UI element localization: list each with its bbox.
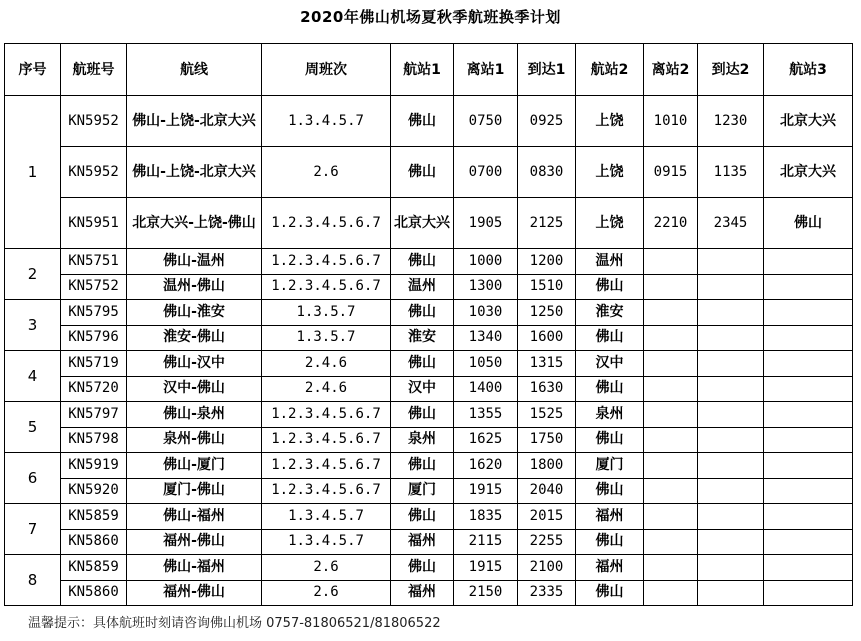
table-row (5, 376, 853, 402)
flight-number-cell: KN5859 (61, 555, 127, 581)
station2-cell: 佛山 (576, 427, 644, 453)
station3-cell (764, 274, 853, 300)
seq-cell: 4 (5, 351, 61, 402)
departure2-cell (644, 300, 698, 326)
route-cell: 佛山-福州 (127, 555, 262, 581)
departure2-cell (644, 504, 698, 530)
route-cell: 泉州-佛山 (127, 427, 262, 453)
route-cell: 佛山-汉中 (127, 351, 262, 377)
arrival2-cell (698, 376, 764, 402)
weekly-days-cell: 2.4.6 (262, 376, 391, 402)
weekly-days-cell: 1.2.3.4.5.6.7 (262, 198, 391, 249)
arrival2-cell: 1135 (698, 147, 764, 198)
departure2-cell (644, 325, 698, 351)
arrival2-cell (698, 274, 764, 300)
departure1-cell: 2150 (454, 580, 518, 606)
route-cell: 北京大兴-上饶-佛山 (127, 198, 262, 249)
departure1-cell: 1400 (454, 376, 518, 402)
station1-cell: 佛山 (391, 249, 454, 275)
header-row (5, 44, 853, 96)
arrival1-cell: 2040 (518, 478, 576, 504)
arrival1-cell: 2255 (518, 529, 576, 555)
arrival1-cell: 0925 (518, 96, 576, 147)
seq-cell: 3 (5, 300, 61, 351)
flight-number-cell: KN5919 (61, 453, 127, 479)
table-row (5, 478, 853, 504)
flight-number-cell: KN5798 (61, 427, 127, 453)
arrival2-cell (698, 504, 764, 530)
station3-cell (764, 351, 853, 377)
station1-cell: 佛山 (391, 147, 454, 198)
departure2-cell (644, 376, 698, 402)
station3-cell (764, 555, 853, 581)
table-row (5, 351, 853, 377)
departure1-cell: 1915 (454, 555, 518, 581)
flight-number-cell: KN5720 (61, 376, 127, 402)
route-cell: 福州-佛山 (127, 580, 262, 606)
route-cell: 淮安-佛山 (127, 325, 262, 351)
departure1-cell: 1000 (454, 249, 518, 275)
flight-number-cell: KN5952 (61, 96, 127, 147)
arrival1-cell: 1750 (518, 427, 576, 453)
route-cell: 佛山-温州 (127, 249, 262, 275)
table-row (5, 529, 853, 555)
header-arr2: 到达2 (698, 44, 764, 96)
station2-cell: 佛山 (576, 325, 644, 351)
weekly-days-cell: 1.2.3.4.5.6.7 (262, 402, 391, 428)
departure1-cell: 2115 (454, 529, 518, 555)
departure2-cell (644, 555, 698, 581)
departure1-cell: 1050 (454, 351, 518, 377)
table-row (5, 580, 853, 606)
departure1-cell: 1835 (454, 504, 518, 530)
station3-cell: 北京大兴 (764, 147, 853, 198)
station2-cell: 上饶 (576, 147, 644, 198)
departure2-cell: 0915 (644, 147, 698, 198)
arrival1-cell: 2100 (518, 555, 576, 581)
station2-cell: 佛山 (576, 478, 644, 504)
departure2-cell (644, 453, 698, 479)
station3-cell (764, 300, 853, 326)
station1-cell: 福州 (391, 529, 454, 555)
route-cell: 佛山-泉州 (127, 402, 262, 428)
table-row (5, 300, 853, 326)
arrival2-cell (698, 529, 764, 555)
flight-number-cell: KN5952 (61, 147, 127, 198)
arrival2-cell (698, 249, 764, 275)
weekly-days-cell: 1.3.5.7 (262, 325, 391, 351)
flight-number-cell: KN5920 (61, 478, 127, 504)
header-route: 航线 (127, 44, 262, 96)
departure1-cell: 0750 (454, 96, 518, 147)
seq-cell: 7 (5, 504, 61, 555)
route-cell: 佛山-淮安 (127, 300, 262, 326)
table-row (5, 427, 853, 453)
station3-cell (764, 453, 853, 479)
station2-cell: 泉州 (576, 402, 644, 428)
arrival2-cell (698, 555, 764, 581)
arrival2-cell (698, 427, 764, 453)
table-row (5, 147, 853, 198)
arrival1-cell: 1200 (518, 249, 576, 275)
table-row (5, 504, 853, 530)
arrival2-cell (698, 478, 764, 504)
weekly-days-cell: 1.3.4.5.7 (262, 529, 391, 555)
schedule-body (5, 96, 853, 606)
departure1-cell: 1300 (454, 274, 518, 300)
route-cell: 佛山-上饶-北京大兴 (127, 147, 262, 198)
arrival2-cell (698, 300, 764, 326)
arrival1-cell: 1250 (518, 300, 576, 326)
station2-cell: 佛山 (576, 529, 644, 555)
arrival1-cell: 2335 (518, 580, 576, 606)
header-days: 周班次 (262, 44, 391, 96)
station3-cell (764, 249, 853, 275)
arrival2-cell: 1230 (698, 96, 764, 147)
departure2-cell: 2210 (644, 198, 698, 249)
header-station3: 航站3 (764, 44, 853, 96)
station2-cell: 福州 (576, 504, 644, 530)
weekly-days-cell: 1.3.4.5.7 (262, 504, 391, 530)
departure2-cell (644, 529, 698, 555)
weekly-days-cell: 1.2.3.4.5.6.7 (262, 249, 391, 275)
departure2-cell (644, 274, 698, 300)
weekly-days-cell: 2.6 (262, 147, 391, 198)
table-row (5, 249, 853, 275)
table-row (5, 96, 853, 147)
weekly-days-cell: 2.6 (262, 580, 391, 606)
departure1-cell: 1905 (454, 198, 518, 249)
weekly-days-cell: 1.2.3.4.5.6.7 (262, 427, 391, 453)
station3-cell (764, 529, 853, 555)
header-arr1: 到达1 (518, 44, 576, 96)
station1-cell: 佛山 (391, 504, 454, 530)
flight-schedule-table (4, 43, 853, 606)
station3-cell (764, 580, 853, 606)
weekly-days-cell: 2.4.6 (262, 351, 391, 377)
station2-cell: 上饶 (576, 198, 644, 249)
header-flight: 航班号 (61, 44, 127, 96)
route-cell: 佛山-上饶-北京大兴 (127, 96, 262, 147)
flight-number-cell: KN5795 (61, 300, 127, 326)
flight-number-cell: KN5860 (61, 529, 127, 555)
arrival1-cell: 1630 (518, 376, 576, 402)
station2-cell: 淮安 (576, 300, 644, 326)
station2-cell: 上饶 (576, 96, 644, 147)
header-seq: 序号 (5, 44, 61, 96)
seq-cell: 2 (5, 249, 61, 300)
flight-number-cell: KN5719 (61, 351, 127, 377)
station1-cell: 厦门 (391, 478, 454, 504)
departure2-cell (644, 351, 698, 377)
station3-cell (764, 376, 853, 402)
arrival1-cell: 2125 (518, 198, 576, 249)
route-cell: 福州-佛山 (127, 529, 262, 555)
station3-cell: 北京大兴 (764, 96, 853, 147)
table-row (5, 325, 853, 351)
arrival2-cell (698, 453, 764, 479)
station3-cell (764, 402, 853, 428)
station3-cell: 佛山 (764, 198, 853, 249)
station3-cell (764, 478, 853, 504)
station1-cell: 佛山 (391, 351, 454, 377)
departure1-cell: 1620 (454, 453, 518, 479)
route-cell: 佛山-厦门 (127, 453, 262, 479)
arrival1-cell: 1600 (518, 325, 576, 351)
route-cell: 汉中-佛山 (127, 376, 262, 402)
station1-cell: 佛山 (391, 402, 454, 428)
header-dep2: 离站2 (644, 44, 698, 96)
route-cell: 温州-佛山 (127, 274, 262, 300)
weekly-days-cell: 1.2.3.4.5.6.7 (262, 274, 391, 300)
station3-cell (764, 427, 853, 453)
station2-cell: 佛山 (576, 274, 644, 300)
header-station1: 航站1 (391, 44, 454, 96)
departure2-cell (644, 478, 698, 504)
station1-cell: 佛山 (391, 453, 454, 479)
station2-cell: 汉中 (576, 351, 644, 377)
departure1-cell: 1030 (454, 300, 518, 326)
table-row (5, 555, 853, 581)
station2-cell: 福州 (576, 555, 644, 581)
flight-number-cell: KN5951 (61, 198, 127, 249)
table-row (5, 198, 853, 249)
station1-cell: 福州 (391, 580, 454, 606)
arrival1-cell: 0830 (518, 147, 576, 198)
arrival1-cell: 1800 (518, 453, 576, 479)
arrival1-cell: 1510 (518, 274, 576, 300)
station2-cell: 厦门 (576, 453, 644, 479)
departure2-cell: 1010 (644, 96, 698, 147)
station2-cell: 佛山 (576, 580, 644, 606)
route-cell: 厦门-佛山 (127, 478, 262, 504)
station2-cell: 佛山 (576, 376, 644, 402)
page-title: 2020年佛山机场夏秋季航班换季计划 (300, 8, 561, 26)
station3-cell (764, 325, 853, 351)
flight-number-cell: KN5796 (61, 325, 127, 351)
weekly-days-cell: 1.3.5.7 (262, 300, 391, 326)
station1-cell: 北京大兴 (391, 198, 454, 249)
weekly-days-cell: 1.2.3.4.5.6.7 (262, 478, 391, 504)
departure1-cell: 1355 (454, 402, 518, 428)
header-dep1: 离站1 (454, 44, 518, 96)
footer-note: 温馨提示：具体航班时刻请咨询佛山机场 0757-81806521/81806522 (28, 616, 441, 631)
departure1-cell: 1915 (454, 478, 518, 504)
weekly-days-cell: 1.2.3.4.5.6.7 (262, 453, 391, 479)
seq-cell: 1 (5, 96, 61, 249)
departure2-cell (644, 427, 698, 453)
departure1-cell: 1340 (454, 325, 518, 351)
station1-cell: 泉州 (391, 427, 454, 453)
table-row (5, 274, 853, 300)
arrival1-cell: 1525 (518, 402, 576, 428)
station1-cell: 温州 (391, 274, 454, 300)
seq-cell: 5 (5, 402, 61, 453)
arrival2-cell (698, 580, 764, 606)
station1-cell: 佛山 (391, 555, 454, 581)
table-row (5, 402, 853, 428)
route-cell: 佛山-福州 (127, 504, 262, 530)
station1-cell: 佛山 (391, 96, 454, 147)
arrival2-cell: 2345 (698, 198, 764, 249)
flight-number-cell: KN5797 (61, 402, 127, 428)
station3-cell (764, 504, 853, 530)
station1-cell: 佛山 (391, 300, 454, 326)
flight-number-cell: KN5859 (61, 504, 127, 530)
arrival2-cell (698, 351, 764, 377)
station2-cell: 温州 (576, 249, 644, 275)
departure2-cell (644, 580, 698, 606)
seq-cell: 8 (5, 555, 61, 606)
weekly-days-cell: 2.6 (262, 555, 391, 581)
flight-number-cell: KN5752 (61, 274, 127, 300)
departure1-cell: 0700 (454, 147, 518, 198)
weekly-days-cell: 1.3.4.5.7 (262, 96, 391, 147)
station1-cell: 淮安 (391, 325, 454, 351)
departure2-cell (644, 402, 698, 428)
flight-number-cell: KN5860 (61, 580, 127, 606)
departure2-cell (644, 249, 698, 275)
arrival1-cell: 1315 (518, 351, 576, 377)
station1-cell: 汉中 (391, 376, 454, 402)
arrival1-cell: 2015 (518, 504, 576, 530)
flight-number-cell: KN5751 (61, 249, 127, 275)
departure1-cell: 1625 (454, 427, 518, 453)
seq-cell: 6 (5, 453, 61, 504)
arrival2-cell (698, 325, 764, 351)
table-row (5, 453, 853, 479)
arrival2-cell (698, 402, 764, 428)
header-station2: 航站2 (576, 44, 644, 96)
